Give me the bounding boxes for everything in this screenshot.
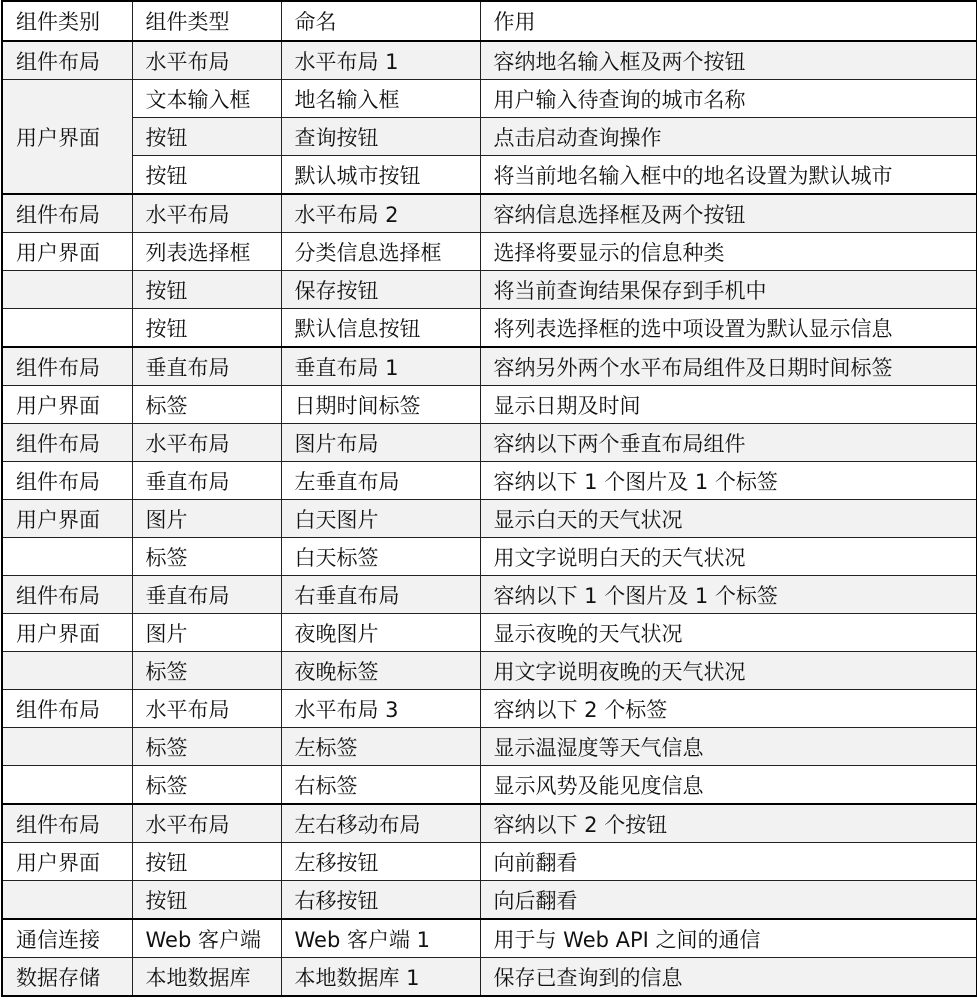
cell-name: 夜晚标签 [281,652,480,690]
cell-type: 水平布局 [132,194,281,233]
cell-name: 地名输入框 [281,80,480,118]
table-row [2,41,977,80]
cell-name: 分类信息选择框 [281,233,480,271]
cell-name: 右标签 [281,766,480,805]
cell-category [2,766,132,805]
cell-category: 组件布局 [2,690,132,728]
cell-category: 用户界面 [2,233,132,271]
cell-type: 按钮 [132,881,281,920]
cell-type: 图片 [132,500,281,538]
cell-purpose: 显示日期及时间 [480,386,977,424]
table-header-row [2,1,977,41]
cell-category: 组件布局 [2,424,132,462]
table-row [2,462,977,500]
table-row [2,347,977,386]
cell-purpose: 点击启动查询操作 [480,118,977,156]
header-purpose: 作用 [480,1,977,41]
table-row [2,576,977,614]
table-row [2,766,977,805]
table-row [2,690,977,728]
cell-category: 通信连接 [2,919,132,958]
cell-category: 用户界面 [2,80,132,195]
cell-name: 左移按钮 [281,843,480,881]
cell-name: 白天标签 [281,538,480,576]
cell-category: 用户界面 [2,614,132,652]
cell-purpose: 保存已查询到的信息 [480,958,977,997]
cell-purpose: 用户输入待查询的城市名称 [480,80,977,118]
cell-category: 数据存储 [2,958,132,997]
cell-type: 标签 [132,538,281,576]
cell-purpose: 容纳以下 1 个图片及 1 个标签 [480,462,977,500]
cell-name: 垂直布局 1 [281,347,480,386]
table-row [2,804,977,843]
cell-type: 本地数据库 [132,958,281,997]
cell-type: 垂直布局 [132,576,281,614]
cell-name: 保存按钮 [281,271,480,309]
cell-purpose: 容纳以下两个垂直布局组件 [480,424,977,462]
cell-purpose: 将当前地名输入框中的地名设置为默认城市 [480,156,977,195]
cell-name: 左右移动布局 [281,804,480,843]
cell-category [2,538,132,576]
table-row [2,881,977,920]
cell-category: 组件布局 [2,41,132,80]
cell-name: 水平布局 3 [281,690,480,728]
cell-name: Web 客户端 1 [281,919,480,958]
cell-type: 水平布局 [132,41,281,80]
cell-purpose: 容纳地名输入框及两个按钮 [480,41,977,80]
cell-name: 右垂直布局 [281,576,480,614]
cell-type: Web 客户端 [132,919,281,958]
header-category: 组件类别 [2,1,132,41]
cell-type: 按钮 [132,271,281,309]
table-row [2,156,977,195]
table-row [2,386,977,424]
cell-category: 组件布局 [2,462,132,500]
table-row [2,728,977,766]
cell-purpose: 容纳以下 2 个标签 [480,690,977,728]
table-row [2,233,977,271]
cell-type: 按钮 [132,156,281,195]
table-row [2,538,977,576]
cell-purpose: 用文字说明夜晚的天气状况 [480,652,977,690]
cell-name: 白天图片 [281,500,480,538]
cell-purpose: 容纳以下 2 个按钮 [480,804,977,843]
header-name: 命名 [281,1,480,41]
cell-type: 水平布局 [132,804,281,843]
cell-purpose: 将列表选择框的选中项设置为默认显示信息 [480,309,977,348]
cell-purpose: 用于与 Web API 之间的通信 [480,919,977,958]
cell-name: 左标签 [281,728,480,766]
cell-name: 左垂直布局 [281,462,480,500]
table-row [2,500,977,538]
table-row [2,919,977,958]
cell-type: 标签 [132,766,281,805]
cell-purpose: 显示风势及能见度信息 [480,766,977,805]
cell-purpose: 容纳以下 1 个图片及 1 个标签 [480,576,977,614]
cell-name: 水平布局 2 [281,194,480,233]
table-row [2,843,977,881]
cell-type: 按钮 [132,843,281,881]
cell-type: 图片 [132,614,281,652]
cell-name: 水平布局 1 [281,41,480,80]
cell-category: 组件布局 [2,804,132,843]
table-row [2,271,977,309]
cell-purpose: 选择将要显示的信息种类 [480,233,977,271]
cell-purpose: 向前翻看 [480,843,977,881]
cell-type: 垂直布局 [132,462,281,500]
cell-type: 标签 [132,728,281,766]
cell-category: 组件布局 [2,347,132,386]
cell-type: 水平布局 [132,424,281,462]
cell-category: 用户界面 [2,500,132,538]
cell-name: 图片布局 [281,424,480,462]
cell-category [2,309,132,348]
cell-category: 组件布局 [2,194,132,233]
cell-name: 右移按钮 [281,881,480,920]
cell-category [2,271,132,309]
cell-purpose: 容纳信息选择框及两个按钮 [480,194,977,233]
cell-name: 日期时间标签 [281,386,480,424]
cell-name: 本地数据库 1 [281,958,480,997]
cell-type: 水平布局 [132,690,281,728]
cell-category [2,652,132,690]
cell-name: 查询按钮 [281,118,480,156]
cell-purpose: 容纳另外两个水平布局组件及日期时间标签 [480,347,977,386]
cell-category [2,728,132,766]
cell-type: 标签 [132,652,281,690]
table-row [2,958,977,997]
table-row [2,118,977,156]
cell-name: 夜晚图片 [281,614,480,652]
cell-name: 默认城市按钮 [281,156,480,195]
table-row [2,614,977,652]
cell-purpose: 向后翻看 [480,881,977,920]
table-row [2,194,977,233]
components-table [1,0,977,997]
cell-category: 用户界面 [2,386,132,424]
cell-type: 列表选择框 [132,233,281,271]
cell-type: 按钮 [132,118,281,156]
table-row [2,652,977,690]
table-row [2,309,977,348]
cell-type: 垂直布局 [132,347,281,386]
cell-name: 默认信息按钮 [281,309,480,348]
cell-category [2,881,132,920]
cell-type: 标签 [132,386,281,424]
cell-purpose: 显示温湿度等天气信息 [480,728,977,766]
cell-purpose: 显示夜晚的天气状况 [480,614,977,652]
cell-type: 按钮 [132,309,281,348]
cell-purpose: 用文字说明白天的天气状况 [480,538,977,576]
table-row [2,424,977,462]
cell-purpose: 显示白天的天气状况 [480,500,977,538]
cell-type: 文本输入框 [132,80,281,118]
table-row [2,80,977,118]
cell-category: 组件布局 [2,576,132,614]
cell-category: 用户界面 [2,843,132,881]
cell-purpose: 将当前查询结果保存到手机中 [480,271,977,309]
header-type: 组件类型 [132,1,281,41]
